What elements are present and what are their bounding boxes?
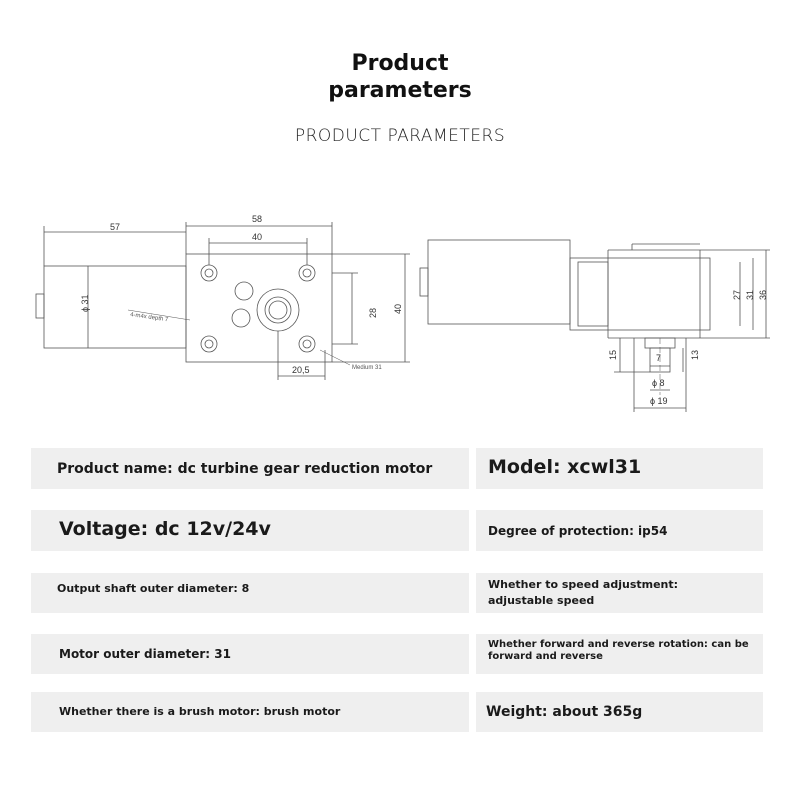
note-thread: 4-m4x depth 7 [129, 312, 169, 324]
spec-rotation-text: Whether forward and reverse rotation: can be forward and reverse [488, 639, 749, 662]
spec-speed-adjust-line2: adjustable speed [488, 594, 595, 607]
spec-speed-adjust-line1: Whether to speed adjustment: [488, 578, 679, 591]
spec-brush [31, 692, 469, 732]
dim-height: 40 [393, 303, 403, 314]
dim-motor-length: 57 [110, 222, 121, 232]
spec-model [476, 448, 763, 489]
dim-hole-spacing-y: 28 [368, 307, 378, 318]
note-hole: Medium 31 [352, 365, 382, 371]
dim-motor-diameter: ϕ 31 [80, 294, 90, 312]
title-block [272, 50, 528, 112]
dim-13: 13 [690, 349, 700, 360]
dim-36: 36 [758, 289, 768, 300]
technical-drawing [0, 200, 800, 420]
spec-voltage [31, 510, 469, 551]
dim-19: ϕ 19 [650, 396, 668, 406]
spec-motor-diameter [31, 634, 469, 674]
spec-shaft-diameter [31, 573, 469, 613]
spec-speed-adjust [476, 573, 763, 613]
dim-8: ϕ 8 [652, 378, 665, 388]
spec-protection [476, 510, 763, 551]
dimension-drawing-svg [0, 200, 800, 420]
page-title-line2: parameters [328, 78, 472, 103]
dim-hole-spacing-x: 40 [252, 232, 263, 242]
motor-body-front [44, 266, 186, 348]
dimension-labels [80, 214, 768, 406]
motor-endcap [36, 294, 44, 318]
motor-body-side [428, 240, 570, 324]
spec-voltage-text: Voltage: dc 12v/24v [59, 518, 271, 540]
spec-model-text: Model: xcwl31 [488, 456, 642, 478]
spec-protection-text: Degree of protection: ip54 [488, 523, 668, 538]
gearbox-side [570, 258, 710, 330]
dim-27: 27 [732, 289, 742, 300]
spec-rotation [476, 634, 763, 674]
dim-15: 15 [608, 349, 618, 360]
dim-7: 7 [656, 353, 662, 363]
spec-product-name-text: Product name: dc turbine gear reduction motor [57, 460, 433, 477]
dim-shaft-offset: 20,5 [292, 365, 310, 375]
dim-31: 31 [745, 289, 755, 300]
spec-brush-text: Whether there is a brush motor: brush motor [59, 705, 341, 718]
spec-motor-diameter-text: Motor outer diameter: 31 [59, 647, 231, 661]
spec-weight-text: Weight: about 365g [486, 704, 643, 720]
spec-shaft-diameter-text: Output shaft outer diameter: 8 [57, 582, 250, 595]
page-subtitle: PRODUCT PARAMETERS [294, 126, 506, 146]
spec-product-name [31, 448, 469, 489]
dim-width-total: 58 [252, 214, 263, 224]
motor-endcap-side [420, 268, 428, 296]
page-title-line1: Product [351, 51, 449, 76]
spec-weight [476, 692, 763, 732]
